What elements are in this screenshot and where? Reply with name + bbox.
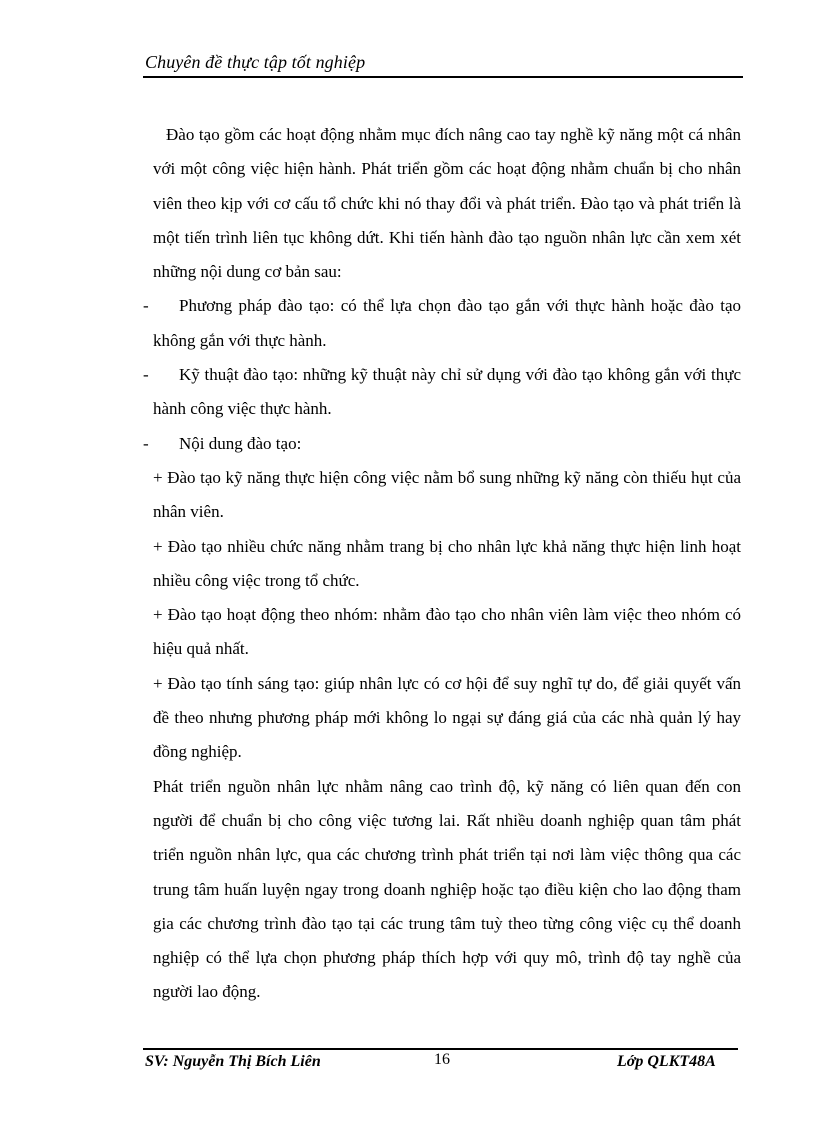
footer-student-name: SV: Nguyễn Thị Bích Liên — [145, 1053, 321, 1070]
closing-paragraph: Phát triển nguồn nhân lực nhằm nâng cao trình độ, kỹ năng có liên quan đến con người để chuẩn bị cho công việc tương lai. Rất nhiều doanh nghiệp quan tâm phát triển nguồn nhân lực, qua các chương trình phát triển tại nơi làm việc thông qua các trung tâm huấn luyện ngay trong doanh nghiệp hoặc tạo điều kiện cho lao động tham gia các chương trình đào tạo tại các trung tâm tuỳ theo từng công việc cụ thể doanh nghiệp có thể lựa chọn phương pháp thích hợp với quy mô, trình độ tay nghề của người lao động. — [153, 776, 741, 1002]
header-divider — [143, 76, 743, 78]
footer-divider — [143, 1048, 738, 1050]
bullet-item — [143, 289, 741, 358]
sub-item: + Đào tạo hoạt động theo nhóm: nhằm đào tạo cho nhân viên làm việc theo nhóm có hiệu quả nhất. — [153, 605, 741, 659]
bullet-item — [143, 358, 741, 427]
bullet-item — [143, 427, 741, 461]
page-number: 16 — [434, 1051, 450, 1068]
bullet-marker: - — [143, 365, 149, 385]
sub-item: + Đào tạo kỹ năng thực hiện công việc nằm bổ sung những kỹ năng còn thiếu hụt của nhân viên. — [153, 467, 741, 522]
header-title: Chuyên đề thực tập tốt nghiệp — [145, 52, 366, 72]
bullet-marker: - — [143, 433, 149, 453]
bullet-text: Phương pháp đào tạo: có thể lựa chọn đào tạo gắn với thực hành hoặc đào tạo không gắn với thực hành. — [153, 296, 741, 350]
sub-item: + Đào tạo tính sáng tạo: giúp nhân lực có cơ hội để suy nghĩ tự do, để giải quyết vấn đề theo nhưng phương pháp mới không lo ngại sự đáng giá của các nhà quản lý hay đồng nghiệp. — [153, 673, 741, 762]
bullet-marker: - — [143, 296, 149, 316]
body-content — [143, 118, 741, 1010]
bullet-text: Kỹ thuật đào tạo: những kỹ thuật này chỉ sử dụng với đào tạo không gắn với thực hành công việc thực hành. — [153, 365, 741, 419]
sub-item: + Đào tạo nhiều chức năng nhằm trang bị cho nhân lực khả năng thực hiện linh hoạt nhiều công việc trong tổ chức. — [153, 536, 741, 590]
intro-paragraph: Đào tạo gồm các hoạt động nhằm mục đích nâng cao tay nghề kỹ năng một cá nhân với một công việc hiện hành. Phát triển gồm các hoạt động nhằm chuẩn bị cho nhân viên theo kịp với cơ cấu tổ chức khi nó thay đổi và phát triển. Đào tạo và phát triển là một tiến trình liên tục không dứt. Khi tiến hành đào tạo nguồn nhân lực cần xem xét những nội dung cơ bản sau: — [153, 125, 741, 282]
footer-class: Lớp QLKT48A — [617, 1053, 716, 1070]
bullet-text: Nội dung đào tạo: — [179, 433, 302, 453]
